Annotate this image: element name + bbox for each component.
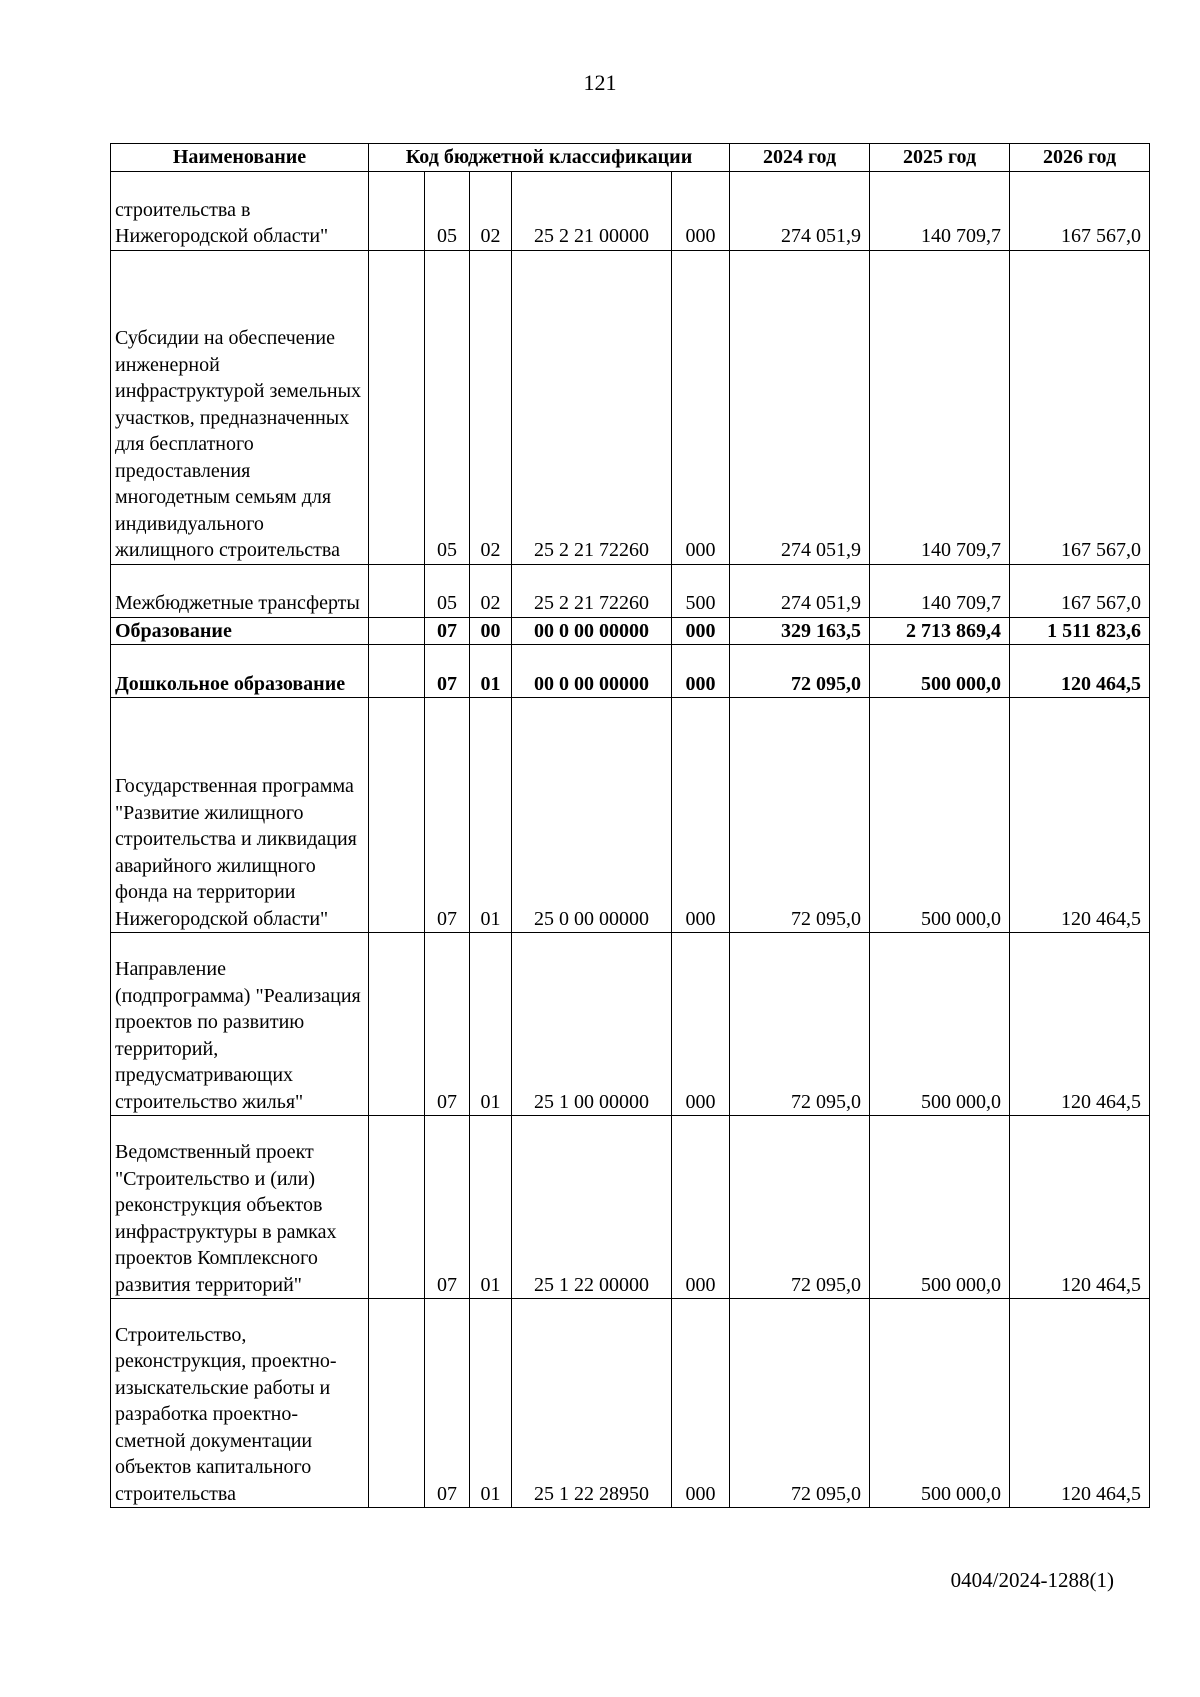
row-blank — [369, 171, 425, 250]
row-expense-type: 000 — [672, 617, 730, 645]
table-row — [111, 617, 1150, 645]
row-2025: 500 000,0 — [870, 698, 1010, 933]
row-blank — [369, 933, 425, 1116]
row-target-article: 25 1 22 00000 — [512, 1116, 672, 1299]
row-expense-type: 000 — [672, 250, 730, 564]
table-row — [111, 933, 1150, 1116]
row-blank — [369, 250, 425, 564]
table-row — [111, 645, 1150, 698]
row-2024: 274 051,9 — [730, 171, 870, 250]
row-name: Субсидии на обеспечение инженерной инфраструктурой земельных участков, предназначенных для бесплатного предоставления многодетным семьям для индивидуального жилищного строительства — [111, 250, 369, 564]
row-section: 07 — [425, 933, 470, 1116]
row-2024: 72 095,0 — [730, 645, 870, 698]
row-expense-type: 000 — [672, 698, 730, 933]
row-target-article: 25 2 21 72260 — [512, 250, 672, 564]
header-2026: 2026 год — [1010, 144, 1150, 172]
row-2026: 167 567,0 — [1010, 171, 1150, 250]
row-expense-type: 500 — [672, 564, 730, 617]
row-section: 07 — [425, 1116, 470, 1299]
header-2025: 2025 год — [870, 144, 1010, 172]
row-2025: 500 000,0 — [870, 1116, 1010, 1299]
row-expense-type: 000 — [672, 933, 730, 1116]
row-2026: 1 511 823,6 — [1010, 617, 1150, 645]
row-target-article: 00 0 00 00000 — [512, 645, 672, 698]
row-2025: 140 709,7 — [870, 564, 1010, 617]
row-blank — [369, 1299, 425, 1508]
row-2026: 167 567,0 — [1010, 564, 1150, 617]
table-header-row — [111, 144, 1150, 172]
page-number: 121 — [583, 70, 617, 95]
table-row — [111, 564, 1150, 617]
row-2025: 500 000,0 — [870, 1299, 1010, 1508]
row-expense-type: 000 — [672, 645, 730, 698]
row-target-article: 25 2 21 72260 — [512, 564, 672, 617]
row-2026: 120 464,5 — [1010, 645, 1150, 698]
header-code: Код бюджетной классификации — [369, 144, 730, 172]
row-section: 07 — [425, 698, 470, 933]
row-2024: 72 095,0 — [730, 1299, 870, 1508]
row-2025: 140 709,7 — [870, 171, 1010, 250]
row-section: 07 — [425, 645, 470, 698]
row-subsection: 01 — [470, 1299, 512, 1508]
row-name: Образование — [111, 617, 369, 645]
row-2024: 274 051,9 — [730, 250, 870, 564]
row-name: Направление (подпрограмма) "Реализация проектов по развитию территорий, предусматривающих строительство жилья" — [111, 933, 369, 1116]
row-name: Межбюджетные трансферты — [111, 564, 369, 617]
row-section: 05 — [425, 250, 470, 564]
row-name: Дошкольное образование — [111, 645, 369, 698]
row-2025: 2 713 869,4 — [870, 617, 1010, 645]
row-2026: 120 464,5 — [1010, 698, 1150, 933]
row-section: 05 — [425, 564, 470, 617]
row-section: 07 — [425, 1299, 470, 1508]
row-blank — [369, 617, 425, 645]
row-subsection: 01 — [470, 1116, 512, 1299]
row-2025: 500 000,0 — [870, 645, 1010, 698]
row-subsection: 01 — [470, 698, 512, 933]
row-section: 07 — [425, 617, 470, 645]
row-expense-type: 000 — [672, 171, 730, 250]
row-blank — [369, 698, 425, 933]
row-2024: 72 095,0 — [730, 698, 870, 933]
header-2024: 2024 год — [730, 144, 870, 172]
row-2026: 120 464,5 — [1010, 1299, 1150, 1508]
row-blank — [369, 645, 425, 698]
row-target-article: 25 0 00 00000 — [512, 698, 672, 933]
row-blank — [369, 1116, 425, 1299]
row-target-article: 25 1 22 28950 — [512, 1299, 672, 1508]
row-subsection: 02 — [470, 250, 512, 564]
row-2025: 140 709,7 — [870, 250, 1010, 564]
row-expense-type: 000 — [672, 1116, 730, 1299]
row-2024: 72 095,0 — [730, 933, 870, 1116]
document-registration-number: 0404/2024-1288(1) — [950, 1568, 1114, 1592]
row-name: Государственная программа "Развитие жилищного строительства и ликвидация аварийного жилищного фонда на территории Нижегородской области" — [111, 698, 369, 933]
row-name: строительства в Нижегородской области" — [111, 171, 369, 250]
header-name: Наименование — [111, 144, 369, 172]
row-2024: 72 095,0 — [730, 1116, 870, 1299]
row-name: Строительство, реконструкция, проектно-изыскательские работы и разработка проектно-сметной документации объектов капитального строительства — [111, 1299, 369, 1508]
table-row — [111, 1116, 1150, 1299]
row-target-article: 25 2 21 00000 — [512, 171, 672, 250]
table-row — [111, 171, 1150, 250]
row-2024: 329 163,5 — [730, 617, 870, 645]
table-row — [111, 1299, 1150, 1508]
row-section: 05 — [425, 171, 470, 250]
row-2026: 120 464,5 — [1010, 1116, 1150, 1299]
row-2025: 500 000,0 — [870, 933, 1010, 1116]
row-subsection: 02 — [470, 564, 512, 617]
row-name: Ведомственный проект "Строительство и (или) реконструкция объектов инфраструктуры в рамках проектов Комплексного развития территорий" — [111, 1116, 369, 1299]
row-target-article: 25 1 00 00000 — [512, 933, 672, 1116]
row-target-article: 00 0 00 00000 — [512, 617, 672, 645]
table-row — [111, 698, 1150, 933]
row-2024: 274 051,9 — [730, 564, 870, 617]
table-row — [111, 250, 1150, 564]
budget-table — [110, 143, 1150, 1508]
row-blank — [369, 564, 425, 617]
row-subsection: 02 — [470, 171, 512, 250]
row-subsection: 01 — [470, 933, 512, 1116]
row-subsection: 01 — [470, 645, 512, 698]
row-2026: 120 464,5 — [1010, 933, 1150, 1116]
row-subsection: 00 — [470, 617, 512, 645]
row-2026: 167 567,0 — [1010, 250, 1150, 564]
row-expense-type: 000 — [672, 1299, 730, 1508]
